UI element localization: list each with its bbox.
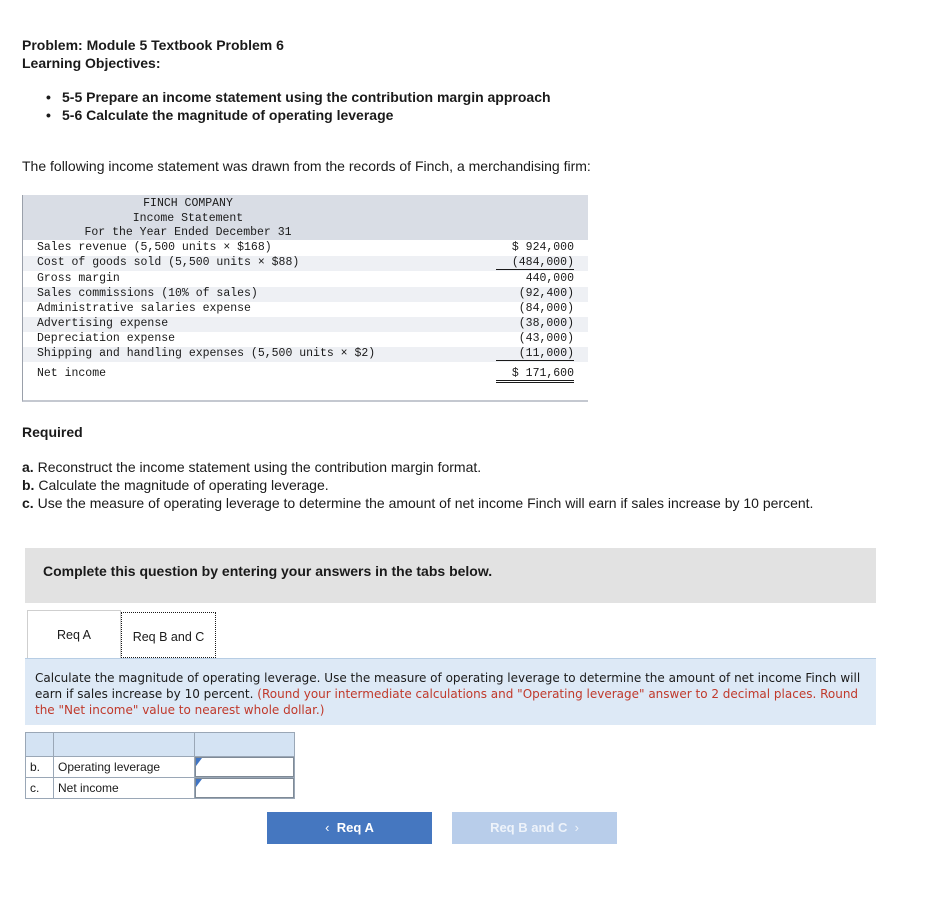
required-item — [22, 458, 481, 476]
next-tab-button[interactable] — [452, 812, 617, 844]
tab-instructions — [25, 658, 876, 725]
tab-label: Req B and C — [132, 630, 205, 644]
row-amount: $ 924,000 — [511, 241, 574, 254]
answer-cell — [195, 778, 295, 799]
income-statement — [22, 195, 588, 402]
prev-button-label: Req A — [336, 820, 374, 835]
header-cell — [195, 733, 295, 757]
instructions-note: (Round your intermediate calculations and "Operating leverage" answer to 2 decimal places. Round the "Net income" value to nearest whole dollar.) — [35, 687, 859, 717]
row-label: Operating leverage — [54, 757, 195, 778]
required-item — [22, 494, 813, 512]
row-label: Cost of goods sold (5,500 units × $88) — [37, 256, 300, 269]
row-label: Advertising expense — [37, 317, 169, 330]
problem-title: Problem: Module 5 Textbook Problem 6 — [22, 37, 284, 53]
row-amount: (38,000) — [518, 317, 574, 330]
required-item-text: Reconstruct the income statement using the contribution margin format. — [37, 459, 482, 475]
tab-req-b-and-c[interactable] — [121, 612, 216, 658]
answer-table — [25, 732, 295, 799]
objective-item: • 5-5 Prepare an income statement using the contribution margin approach — [46, 88, 551, 106]
header-cell — [54, 733, 195, 757]
objectives-label: Learning Objectives: — [22, 55, 161, 71]
required-item — [22, 476, 329, 494]
row-label: Shipping and handling expenses (5,500 units × $2) — [37, 347, 376, 360]
operating-leverage-input[interactable] — [195, 757, 294, 777]
statement-row — [23, 347, 588, 362]
objective-item: • 5-6 Calculate the magnitude of operating leverage — [46, 106, 551, 124]
row-label: Sales revenue (5,500 units × $168) — [37, 241, 272, 254]
net-income-input[interactable] — [195, 778, 294, 798]
row-amount: (92,400) — [518, 287, 574, 300]
required-heading: Required — [22, 424, 83, 440]
row-label: Net income — [37, 367, 107, 380]
instructions-banner — [25, 548, 876, 603]
row-amount: (43,000) — [518, 332, 574, 345]
banner-text: Complete this question by entering your answers in the tabs below. — [43, 563, 493, 579]
row-label: Administrative salaries expense — [37, 302, 251, 315]
row-amount: (484,000) — [496, 256, 574, 270]
row-label: Gross margin — [37, 272, 120, 285]
required-item-letter: c. — [22, 495, 34, 511]
statement-row — [23, 332, 588, 347]
required-item-letter: a. — [22, 459, 34, 475]
next-button-label: Req B and C — [490, 820, 568, 835]
answer-cell — [195, 757, 295, 778]
required-item-text: Calculate the magnitude of operating leverage. — [38, 477, 329, 493]
row-amount: $ 171,600 — [496, 367, 574, 383]
statement-row — [23, 302, 588, 317]
row-amount: 440,000 — [525, 272, 574, 285]
chevron-left-icon: ‹ — [325, 820, 330, 835]
required-item-letter: b. — [22, 477, 35, 493]
table-row — [26, 757, 295, 778]
row-amount: (84,000) — [518, 302, 574, 315]
row-letter: b. — [26, 757, 54, 778]
statement-row — [23, 367, 588, 382]
instructions-main: Calculate the magnitude of operating leverage. Use the measure of operating leverage to determine the amount of net income Finch will earn if sales increase by 10 percent. — [35, 671, 861, 701]
row-letter: c. — [26, 778, 54, 799]
flag-icon — [196, 758, 202, 766]
statement-header — [23, 195, 588, 240]
statement-row — [23, 287, 588, 302]
statement-row — [23, 317, 588, 332]
row-amount: (11,000) — [496, 347, 574, 361]
statement-row — [23, 272, 588, 287]
flag-icon — [196, 779, 202, 787]
statement-period: For the Year Ended December 31 — [84, 226, 292, 239]
statement-row — [23, 241, 588, 256]
row-label: Sales commissions (10% of sales) — [37, 287, 258, 300]
tab-label: Req A — [56, 628, 92, 642]
statement-company: FINCH COMPANY — [143, 197, 233, 210]
answer-table-header — [26, 733, 295, 757]
header-cell — [26, 733, 54, 757]
chevron-right-icon: › — [574, 820, 579, 835]
intro-text: The following income statement was drawn from the records of Finch, a merchandising firm: — [22, 158, 591, 174]
row-label: Net income — [54, 778, 195, 799]
objectives-list — [46, 88, 551, 124]
tab-req-a[interactable] — [27, 610, 121, 658]
row-label: Depreciation expense — [37, 332, 176, 345]
statement-name: Income Statement — [132, 212, 244, 225]
prev-tab-button[interactable] — [267, 812, 432, 844]
table-row — [26, 778, 295, 799]
required-item-text: Use the measure of operating leverage to determine the amount of net income Finch will earn if sales increase by 10 percent. — [37, 495, 814, 511]
statement-row — [23, 256, 588, 271]
